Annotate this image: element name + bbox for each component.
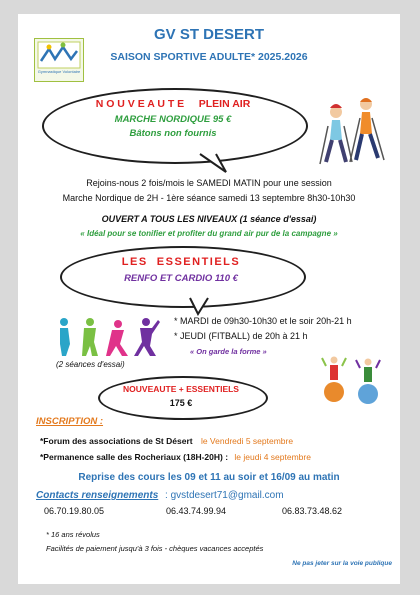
contacts-line	[36, 490, 400, 501]
inscription-heading: INSCRIPTION :	[36, 416, 104, 427]
combo-price: 175 €	[169, 398, 193, 408]
outdoor-line-1: Rejoins-nous 2 fois/mois le SAMEDI MATIN pour une session	[86, 178, 332, 188]
phone-2: 06.43.74.99.94	[166, 506, 227, 516]
permanence-label: *Permanence salle des Rocheriaux (18H-20H) :	[40, 452, 229, 462]
forum-label: *Forum des associations de St Désert	[40, 436, 193, 446]
outdoor-line-2: Marche Nordique de 2H - 1ère séance samedi 13 septembre 8h30-10h30	[62, 193, 356, 203]
footer-notice: Ne pas jeter sur la voie publique	[292, 560, 392, 567]
outdoor-levels: OUVERT A TOUS LES NIVEAUX (1 séance d'essai)	[101, 214, 317, 224]
inscription-permanence	[40, 452, 400, 462]
reprise-banner: Reprise des cours les 09 et 11 au soir et 16/09 au matin	[78, 472, 340, 483]
essentials-activity: RENFO ET CARDIO 110 €	[124, 273, 238, 284]
phone-3: 06.83.73.48.62	[282, 506, 343, 516]
essentials-trial: (2 séances d'essai)	[56, 360, 125, 369]
fitness-silhouettes-illustration	[54, 314, 164, 358]
bubble-tail	[198, 152, 228, 174]
logo-caption: Gymnastique Volontaire	[37, 69, 81, 74]
fitball-illustration	[320, 354, 386, 404]
bubble-tail	[188, 296, 212, 316]
essentials-quote: « On garde la forme »	[190, 347, 267, 356]
outdoor-heading: N O U V E A U T E PLEIN AIR	[95, 98, 251, 110]
footer-age	[46, 530, 100, 539]
outdoor-quote: « Idéal pour se tonifier et profiter du grand air pur de la campagne »	[80, 229, 338, 238]
nordic-walkers-illustration	[314, 90, 394, 180]
forum-date: le Vendredi 5 septembre	[200, 436, 294, 446]
flyer	[18, 14, 400, 584]
essentials-mardi	[174, 316, 400, 326]
footer-payment: Facilités de paiement jusqu'à 3 fois - chèques vacances acceptés	[46, 544, 264, 553]
page-title: GV ST DESERT	[153, 26, 265, 43]
inscription-forum	[40, 436, 400, 446]
combo-heading: NOUVEAUTE + ESSENTIELS	[123, 384, 239, 394]
schedule-jeudi-text: * JEUDI (FITBALL) de 20h à 21 h	[174, 331, 308, 341]
season-subtitle: SAISON SPORTIVE ADULTE* 2025.2026	[110, 51, 308, 63]
contacts-email[interactable]: : gvstdesert71@gmail.com	[165, 490, 284, 501]
outdoor-activity: MARCHE NORDIQUE 95 €	[114, 114, 232, 125]
outdoor-note: Bâtons non fournis	[129, 128, 217, 139]
phone-1: 06.70.19.80.05	[44, 506, 105, 516]
schedule-mardi-text: * MARDI de 09h30-10h30 et le soir 20h-21 h	[174, 316, 352, 326]
permanence-date: le jeudi 4 septembre	[234, 452, 311, 462]
essentials-jeudi	[174, 331, 400, 341]
footer-age-text: * 16 ans révolus	[46, 530, 100, 539]
essentials-heading: LES ESSENTIELS	[121, 256, 241, 268]
contacts-label: Contacts renseignements	[36, 490, 159, 501]
